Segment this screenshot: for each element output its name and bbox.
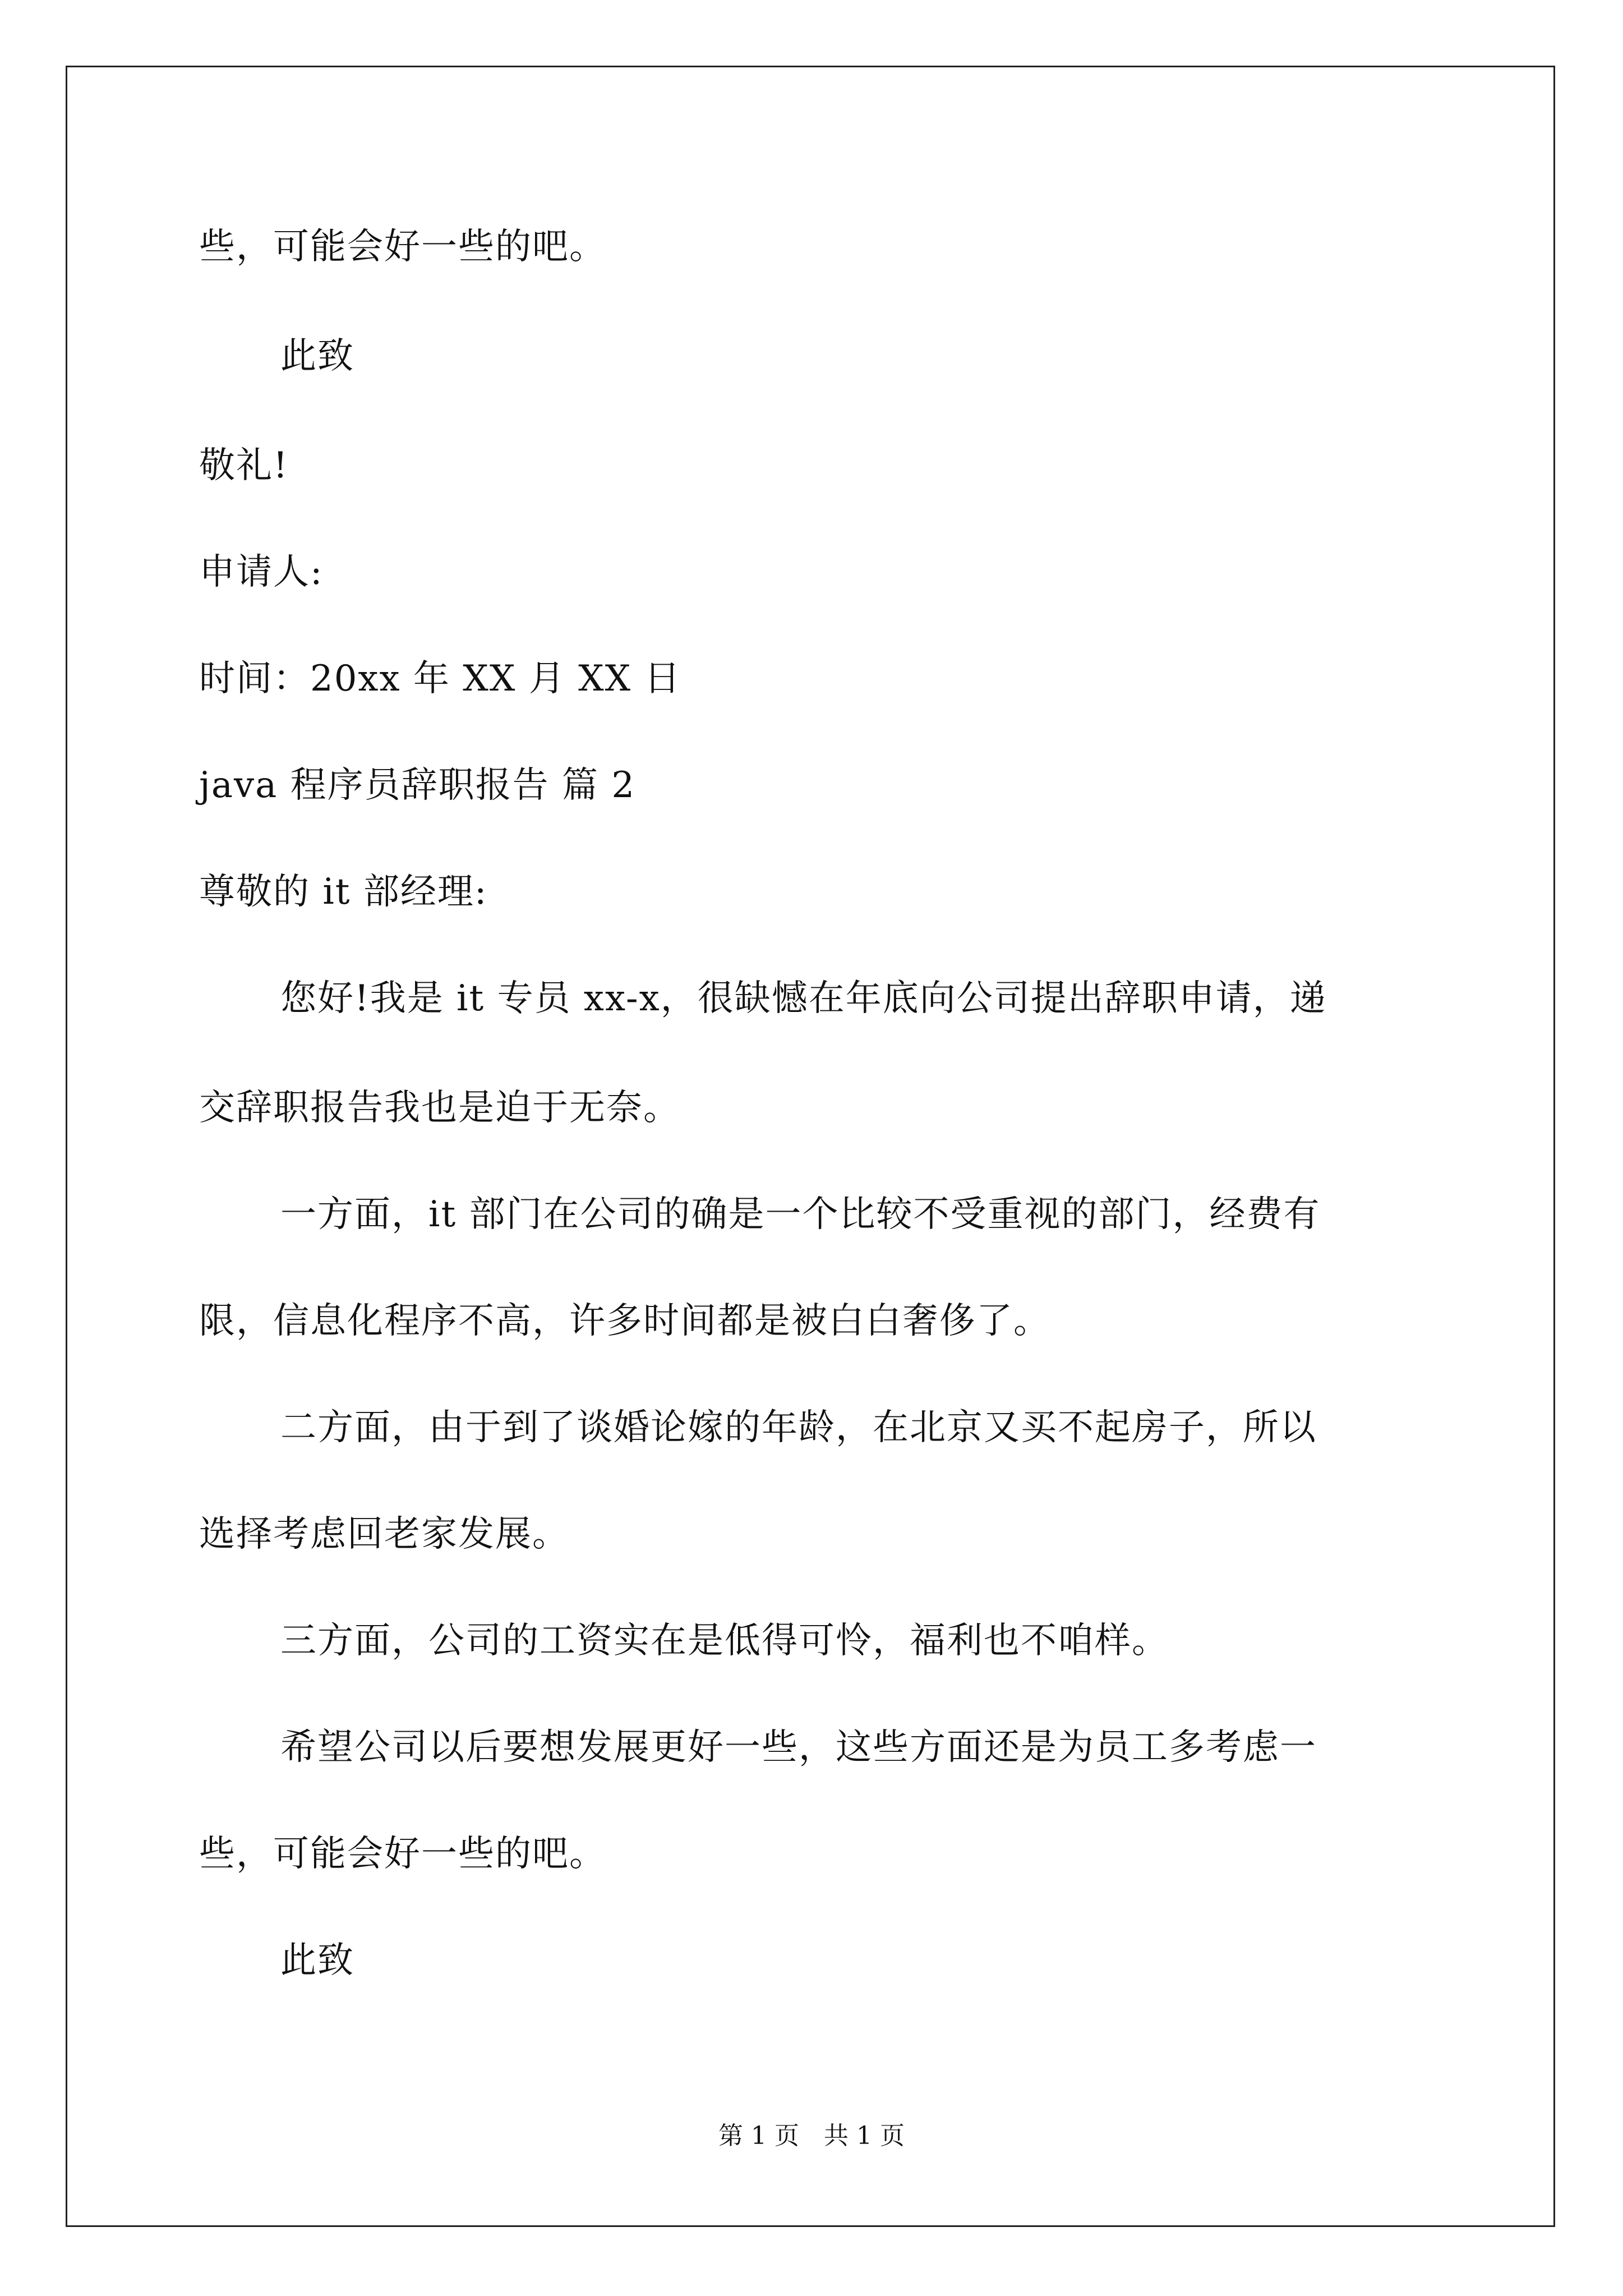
section-title: java 程序员辞职报告 篇 2 — [199, 765, 636, 806]
page-frame — [66, 66, 1555, 2227]
page-footer: 第 1 页 共 1 页 — [718, 2122, 905, 2150]
paragraph-line: 三方面，公司的工资实在是低得可怜，福利也不咱样。 — [280, 1620, 1169, 1662]
paragraph-line: 希望公司以后要想发展更好一些，这些方面还是为员工多考虑一 — [280, 1727, 1317, 1768]
paragraph-line: 些，可能会好一些的吧。 — [199, 1833, 606, 1875]
text-line: 些，可能会好一些的吧。 — [199, 226, 606, 268]
text-line: 敬礼! — [199, 445, 289, 486]
salutation: 尊敬的 it 部经理: — [199, 871, 488, 913]
paragraph-line: 二方面，由于到了谈婚论嫁的年龄，在北京又买不起房子，所以 — [280, 1407, 1317, 1448]
text-line: 申请人: — [199, 551, 324, 593]
paragraph-line: 您好!我是 it 专员 xx-x，很缺憾在年底向公司提出辞职申请，递 — [280, 978, 1327, 1019]
paragraph-line: 限，信息化程序不高，许多时间都是被白白奢侈了。 — [199, 1300, 1050, 1342]
text-line: 此致 — [280, 335, 354, 377]
closing-line: 此致 — [280, 1940, 354, 1981]
paragraph-line: 一方面，it 部门在公司的确是一个比较不受重视的部门，经费有 — [280, 1194, 1321, 1235]
paragraph-line: 交辞职报告我也是迫于无奈。 — [199, 1087, 680, 1129]
paragraph-line: 选择考虑回老家发展。 — [199, 1513, 569, 1555]
text-line: 时间：20xx 年 XX 月 XX 日 — [199, 658, 681, 700]
